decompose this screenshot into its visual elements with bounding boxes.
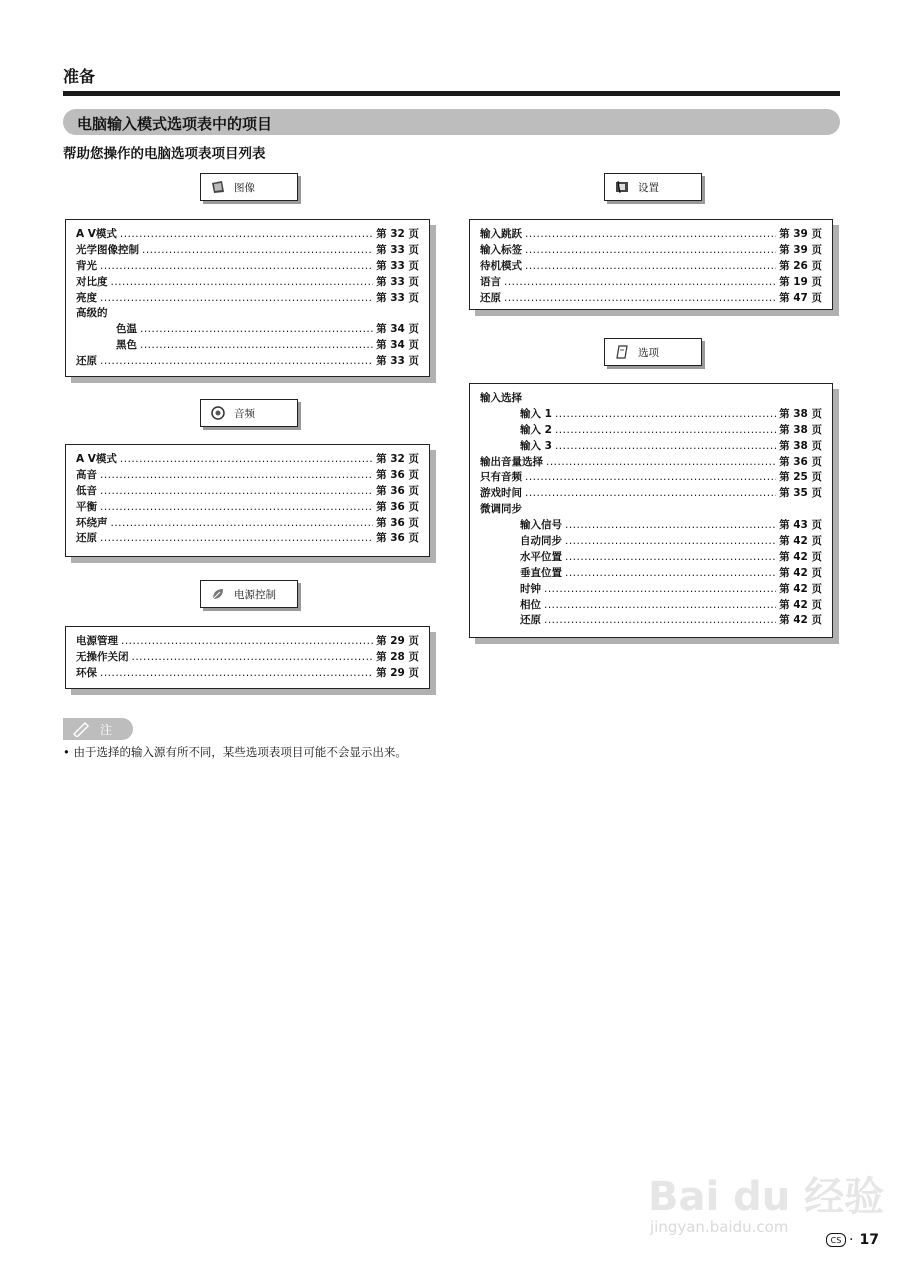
menu-item-page: 第 36 页 <box>779 455 822 468</box>
pencil-icon <box>71 721 91 741</box>
menu-item-label: 高音 <box>76 468 97 481</box>
category-label-text: 选项 <box>638 346 659 359</box>
menu-item-label: 时钟 <box>520 582 541 595</box>
dot-leader <box>100 292 373 304</box>
menu-item-label: 环绕声 <box>76 516 108 529</box>
category-label-option <box>604 338 702 366</box>
setup-menu-list <box>480 226 822 305</box>
menu-item <box>76 649 419 665</box>
menu-item <box>480 406 822 422</box>
dot-leader <box>100 485 373 497</box>
menu-item <box>480 258 822 274</box>
page-number: 17 <box>859 1232 879 1248</box>
menu-item-label: 高级的 <box>76 307 108 320</box>
power-menu-list <box>76 633 419 681</box>
menu-item-label: 游戏时间 <box>480 487 522 500</box>
speaker-icon <box>211 406 225 420</box>
menu-item-label: A V模式 <box>76 228 117 240</box>
dot-leader <box>140 323 373 335</box>
note-label: 注 <box>100 723 113 737</box>
category-label-text: 图像 <box>234 181 255 194</box>
menu-item-page: 第 42 页 <box>779 614 822 627</box>
dot-leader <box>525 244 776 256</box>
menu-item-page: 第 38 页 <box>779 423 822 436</box>
audio-menu-box <box>65 444 430 557</box>
dot-leader <box>525 471 776 483</box>
page-subheading: 帮助您操作的电脑选项表项目列表 <box>63 146 266 162</box>
menu-item <box>76 483 419 499</box>
dot-leader <box>525 487 776 499</box>
watermark-logo: Bai du 经验 <box>648 1174 885 1220</box>
menu-item-page: 第 34 页 <box>376 339 419 352</box>
category-label-text: 音频 <box>234 407 255 420</box>
menu-item-label: 水平位置 <box>520 550 562 563</box>
page-heading: 电脑输入模式选项表中的项目 <box>77 115 273 133</box>
menu-item <box>480 581 822 597</box>
menu-item <box>480 438 822 454</box>
section-title: 准备 <box>63 67 96 86</box>
menu-item <box>76 337 419 353</box>
setup-menu-box <box>469 219 833 310</box>
dot-leader <box>100 667 373 679</box>
dot-leader <box>565 551 776 563</box>
menu-item-label: A V模式 <box>76 453 117 465</box>
picture-menu-box <box>65 219 430 377</box>
dot-leader <box>111 276 374 288</box>
menu-item-page: 第 25 页 <box>779 471 822 484</box>
menu-item <box>76 353 419 369</box>
menu-item <box>76 290 419 306</box>
menu-item-label: 自动同步 <box>520 535 562 548</box>
dot-leader <box>544 614 776 626</box>
dot-leader <box>504 292 776 304</box>
menu-item-label: 输入选择 <box>480 392 522 404</box>
menu-item-label: 输入 2 <box>520 423 552 436</box>
menu-item-label: 只有音频 <box>480 471 522 484</box>
menu-item-page: 第 36 页 <box>376 532 419 545</box>
menu-item-label: 亮度 <box>76 291 97 304</box>
menu-item <box>76 499 419 515</box>
dot-leader <box>504 276 776 288</box>
option-menu-list <box>480 390 822 628</box>
menu-item <box>480 290 822 306</box>
option-menu-box <box>469 383 833 638</box>
dot-leader <box>100 355 373 367</box>
menu-item <box>480 612 822 628</box>
menu-item <box>480 454 822 470</box>
page-footer <box>826 1232 879 1248</box>
menu-item <box>480 549 822 565</box>
category-label-audio <box>200 399 298 427</box>
menu-item-page: 第 42 页 <box>779 550 822 563</box>
menu-item-page: 第 42 页 <box>779 598 822 611</box>
dot-leader <box>555 440 776 452</box>
menu-item-page: 第 36 页 <box>376 468 419 481</box>
menu-item-label: 输入跳跃 <box>480 228 522 240</box>
picture-menu-list <box>76 226 419 369</box>
category-label-text: 电源控制 <box>234 588 276 601</box>
menu-item-page: 第 33 页 <box>376 275 419 288</box>
menu-item-label: 待机模式 <box>480 259 522 272</box>
menu-item-page: 第 33 页 <box>376 355 419 368</box>
menu-item-page: 第 42 页 <box>779 535 822 548</box>
dot-leader <box>546 456 776 468</box>
dot-leader <box>565 535 776 547</box>
menu-item-label: 相位 <box>520 598 541 611</box>
menu-item-page: 第 19 页 <box>779 275 822 288</box>
category-label-picture <box>200 173 298 201</box>
leaf-icon <box>211 587 225 601</box>
menu-item-page: 第 42 页 <box>779 566 822 579</box>
dot-leader <box>142 244 373 256</box>
menu-item-label: 输入标签 <box>480 243 522 256</box>
dot-leader <box>100 260 373 272</box>
dot-leader <box>555 424 776 436</box>
menu-item-label: 平衡 <box>76 500 97 513</box>
menu-item-page: 第 35 页 <box>779 487 822 500</box>
menu-item-label: 语言 <box>480 275 501 288</box>
footer-separator: · <box>849 1232 854 1248</box>
menu-item-page: 第 33 页 <box>376 243 419 256</box>
watermark-url: jingyan.baidu.com <box>650 1218 789 1236</box>
menu-item-label: 输入信号 <box>520 519 562 532</box>
menu-item <box>76 258 419 274</box>
dot-leader <box>544 583 776 595</box>
menu-item-page: 第 38 页 <box>779 407 822 420</box>
dot-leader <box>120 453 373 465</box>
menu-item-label: 垂直位置 <box>520 566 562 579</box>
dot-leader <box>555 408 776 420</box>
dot-leader <box>525 260 776 272</box>
category-label-text: 设置 <box>638 181 659 194</box>
note-badge <box>63 718 133 740</box>
menu-item <box>480 565 822 581</box>
dot-leader <box>100 501 373 513</box>
menu-item-page: 第 36 页 <box>376 500 419 513</box>
menu-item-page: 第 38 页 <box>779 439 822 452</box>
menu-item-page: 第 39 页 <box>779 243 822 256</box>
menu-item-label: 还原 <box>520 614 541 627</box>
menu-item <box>76 451 419 467</box>
menu-item-page: 第 33 页 <box>376 259 419 272</box>
menu-item <box>76 226 419 242</box>
audio-menu-list <box>76 451 419 546</box>
power-menu-box <box>65 626 430 689</box>
menu-item-page: 第 32 页 <box>376 228 419 240</box>
note-text: • 由于选择的输入源有所不同，某些选项表项目可能不会显示出来。 <box>63 745 407 759</box>
category-label-power <box>200 580 298 608</box>
dot-leader <box>121 635 373 647</box>
menu-item <box>480 242 822 258</box>
menu-item-page: 第 43 页 <box>779 519 822 532</box>
menu-item <box>480 422 822 438</box>
dot-leader <box>120 228 373 240</box>
menu-item-label: 黑色 <box>116 339 137 352</box>
menu-item <box>480 274 822 290</box>
menu-item <box>76 274 419 290</box>
menu-item <box>480 533 822 549</box>
menu-item <box>76 515 419 531</box>
menu-item <box>480 390 822 406</box>
menu-item-label: 电源管理 <box>76 635 118 647</box>
menu-item-label: 背光 <box>76 259 97 272</box>
menu-item-label: 色温 <box>116 323 137 336</box>
menu-item-page: 第 36 页 <box>376 484 419 497</box>
menu-item-label: 光学图像控制 <box>76 243 139 256</box>
dot-leader <box>525 228 776 240</box>
menu-item <box>76 305 419 321</box>
menu-item-page: 第 39 页 <box>779 228 822 240</box>
setup-icon <box>615 180 629 194</box>
menu-item-label: 还原 <box>76 355 97 368</box>
menu-item-page: 第 29 页 <box>376 635 419 647</box>
menu-item <box>76 665 419 681</box>
picture-icon <box>211 180 225 194</box>
dot-leader <box>140 339 373 351</box>
menu-item-page: 第 28 页 <box>376 650 419 663</box>
menu-item-page: 第 47 页 <box>779 291 822 304</box>
menu-item-label: 环保 <box>76 666 97 679</box>
menu-item <box>76 467 419 483</box>
header-rule <box>63 91 840 96</box>
option-icon <box>615 345 629 359</box>
menu-item <box>480 485 822 501</box>
menu-item <box>480 226 822 242</box>
menu-item-page: 第 42 页 <box>779 582 822 595</box>
menu-item-label: 输出音量选择 <box>480 455 543 468</box>
language-badge: CS <box>826 1233 846 1247</box>
menu-item-label: 输入 3 <box>520 439 552 452</box>
menu-item-page: 第 36 页 <box>376 516 419 529</box>
menu-item <box>480 469 822 485</box>
menu-item <box>76 530 419 546</box>
menu-item-label: 输入 1 <box>520 407 552 420</box>
category-label-setup <box>604 173 702 201</box>
menu-item-label: 微调同步 <box>480 503 522 516</box>
menu-item-page: 第 34 页 <box>376 323 419 336</box>
menu-item-label: 无操作关闭 <box>76 650 129 663</box>
dot-leader <box>100 532 373 544</box>
menu-item-label: 低音 <box>76 484 97 497</box>
dot-leader <box>132 651 374 663</box>
menu-item <box>480 517 822 533</box>
dot-leader <box>565 519 776 531</box>
menu-item <box>480 597 822 613</box>
menu-item-page: 第 26 页 <box>779 259 822 272</box>
menu-item <box>76 242 419 258</box>
menu-item-label: 还原 <box>76 532 97 545</box>
menu-item-page: 第 29 页 <box>376 666 419 679</box>
dot-leader <box>565 567 776 579</box>
menu-item-label: 还原 <box>480 291 501 304</box>
menu-item <box>76 633 419 649</box>
menu-item <box>76 321 419 337</box>
menu-item-page: 第 33 页 <box>376 291 419 304</box>
menu-item <box>480 501 822 517</box>
menu-item-page: 第 32 页 <box>376 453 419 465</box>
dot-leader <box>100 469 373 481</box>
dot-leader <box>544 599 776 611</box>
dot-leader <box>111 517 374 529</box>
menu-item-label: 对比度 <box>76 275 108 288</box>
